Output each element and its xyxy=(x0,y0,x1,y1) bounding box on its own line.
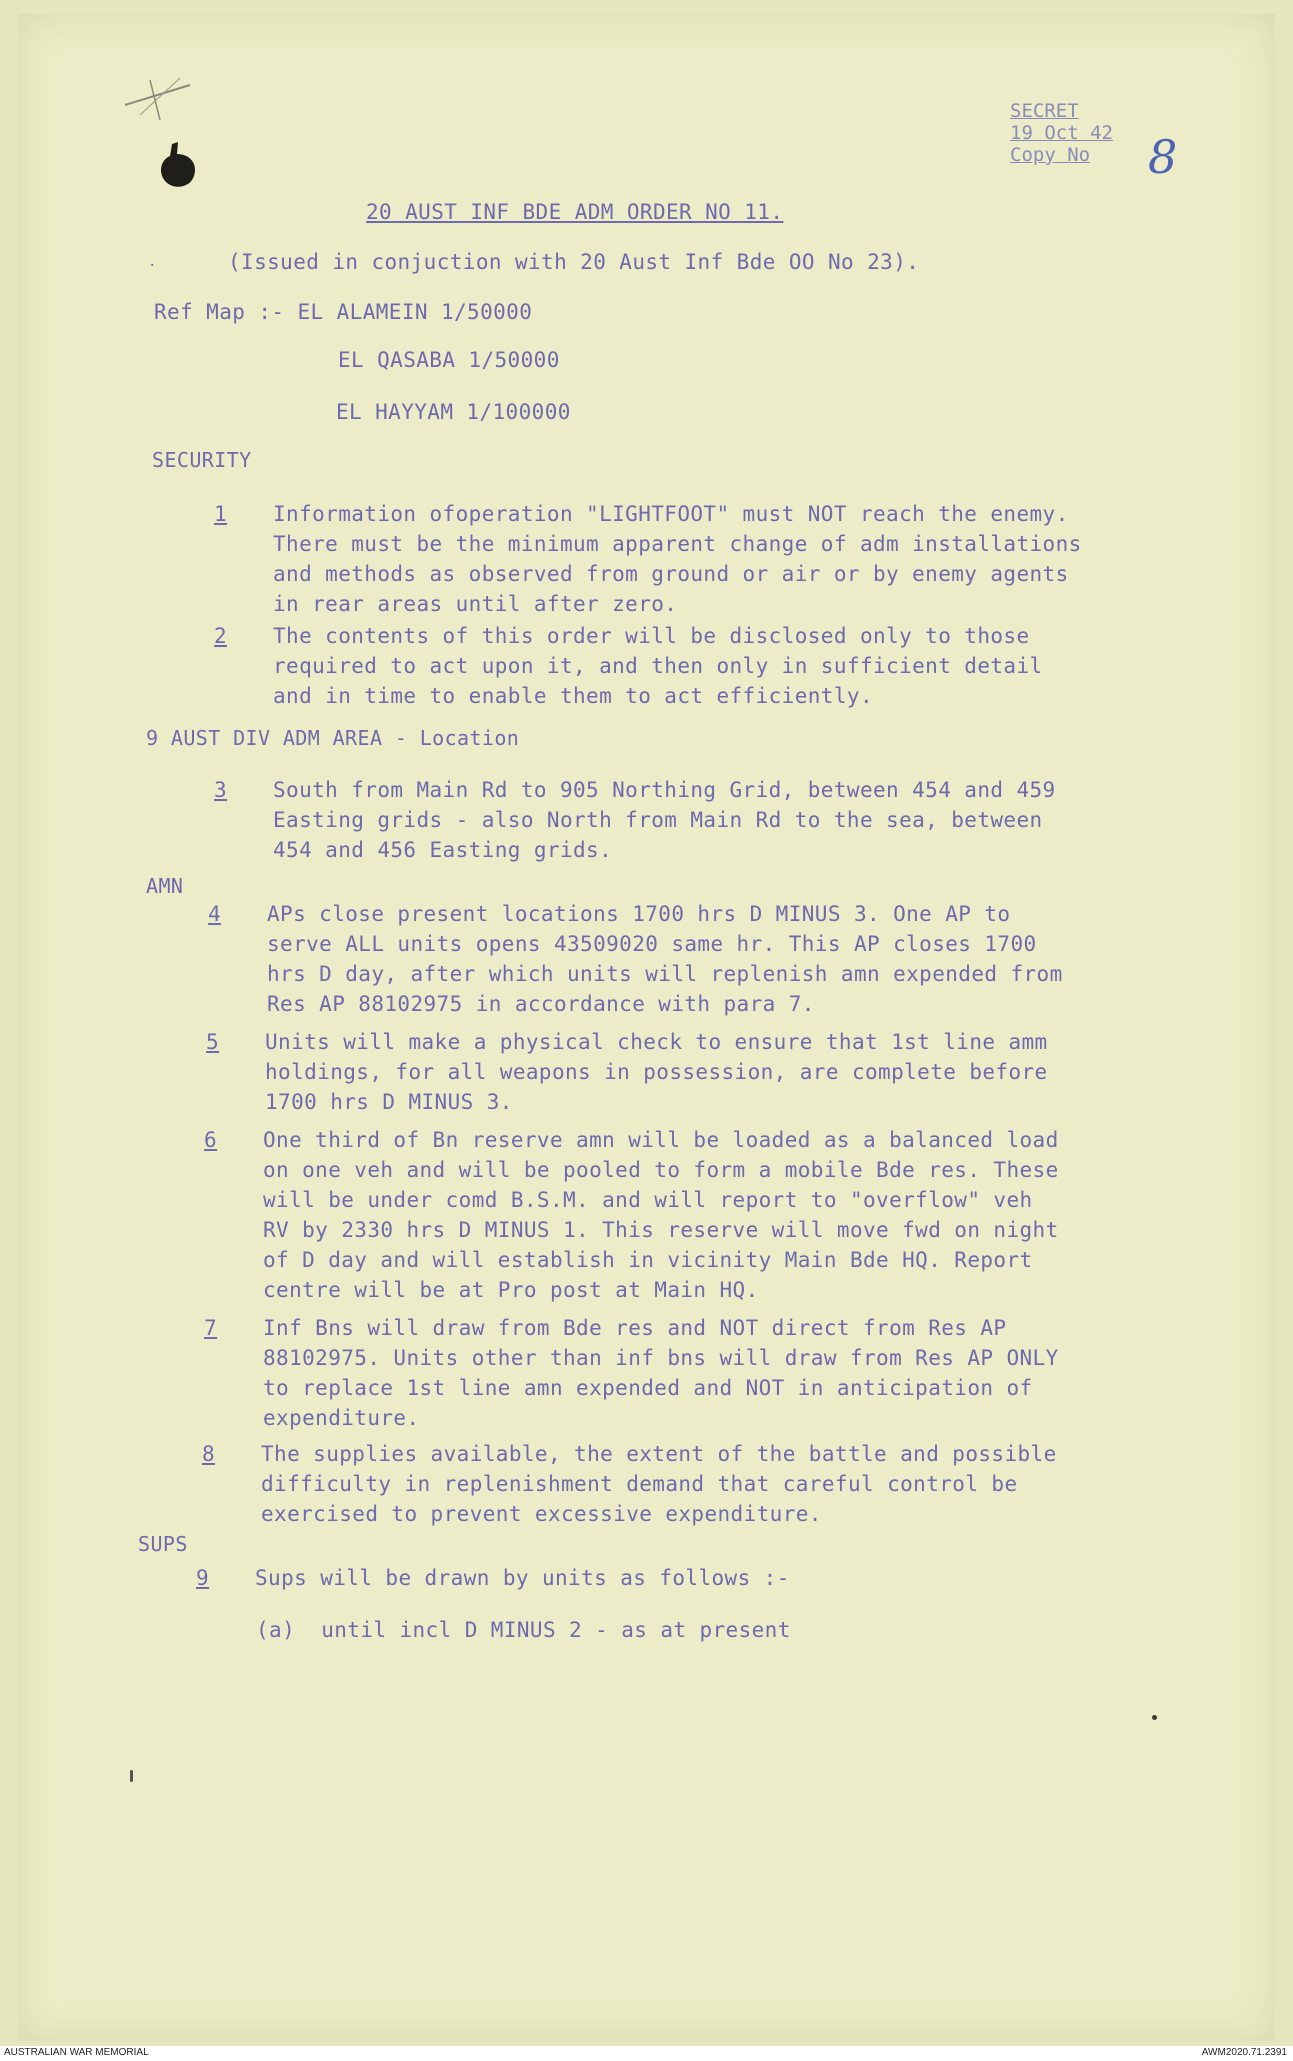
para-line: centre will be at Pro post at Main HQ. xyxy=(263,1278,759,1302)
section-amn: AMN xyxy=(146,874,184,898)
section-security: SECURITY xyxy=(152,448,252,472)
stamp-date: 19 Oct 42 xyxy=(1010,122,1113,144)
classification-stamp xyxy=(1010,100,1113,166)
para-number: 5 xyxy=(206,1030,220,1054)
para-line: expenditure. xyxy=(263,1406,420,1430)
para-line: of D day and will establish in vicinity Main Bde HQ. Report xyxy=(263,1248,1033,1272)
para-line: APs close present locations 1700 hrs D MINUS 3. One AP to xyxy=(267,902,1011,926)
ref-map-line-3: EL HAYYAM 1/100000 xyxy=(336,400,571,424)
para-line: Inf Bns will draw from Bde res and NOT direct from Res AP xyxy=(263,1316,1007,1340)
para-line: 454 and 456 Easting grids. xyxy=(273,838,613,862)
para-line: exercised to prevent excessive expenditure. xyxy=(261,1502,822,1526)
para-line: hrs D day, after which units will replenish amn expended from xyxy=(267,962,1063,986)
para-line: Sups will be drawn by units as follows :- xyxy=(255,1566,790,1590)
issued-note: . (Issued in conjuction with 20 Aust Inf Bde OO No 23). xyxy=(148,246,174,342)
para-line: and methods as observed from ground or air or by enemy agents xyxy=(273,562,1069,586)
issued-text: (Issued in conjuction with 20 Aust Inf Bde OO No 23). xyxy=(228,250,920,274)
para-number: 8 xyxy=(202,1442,216,1466)
para-number: 9 xyxy=(196,1566,210,1590)
para-line: Units will make a physical check to ensure that 1st line amm xyxy=(265,1030,1048,1054)
para-line: required to act upon it, and then only in sufficient detail xyxy=(273,654,1043,678)
para-line: There must be the minimum apparent change of adm installations xyxy=(273,532,1082,556)
footer-institution: AUSTRALIAN WAR MEMORIAL xyxy=(4,2047,149,2058)
para-line: on one veh and will be pooled to form a mobile Bde res. These xyxy=(263,1158,1059,1182)
section-div-adm-area: 9 AUST DIV ADM AREA - Location xyxy=(146,726,520,750)
archive-footer xyxy=(0,2046,1293,2061)
para-line: 88102975. Units other than inf bns will draw from Res AP ONLY xyxy=(263,1346,1059,1370)
para-line: and in time to enable them to act efficiently. xyxy=(273,684,873,708)
para-line: will be under comd B.S.M. and will report to "overflow" veh xyxy=(263,1188,1033,1212)
ink-blot-icon xyxy=(150,140,210,200)
ink-speck xyxy=(130,1770,133,1782)
footer-accession-number: AWM2020.71.2391 xyxy=(1201,2047,1287,2058)
para-line: The contents of this order will be disclosed only to those xyxy=(273,624,1030,648)
para-number: 4 xyxy=(208,902,222,926)
para-line: to replace 1st line amn expended and NOT in anticipation of xyxy=(263,1376,1033,1400)
para-line: RV by 2330 hrs D MINUS 1. This reserve will move fwd on night xyxy=(263,1218,1059,1242)
para-line: in rear areas until after zero. xyxy=(273,592,678,616)
pin-mark-icon xyxy=(120,70,200,130)
para-line: One third of Bn reserve amn will be loaded as a balanced load xyxy=(263,1128,1059,1152)
ink-speck xyxy=(1152,1715,1157,1720)
para-number: 1 xyxy=(214,502,228,526)
para-number: 7 xyxy=(204,1316,218,1340)
classification-text: SECRET xyxy=(1010,100,1079,122)
paragraph-9a: (a) until incl D MINUS 2 - as at present xyxy=(256,1618,791,1642)
para-line: 1700 hrs D MINUS 3. xyxy=(265,1090,513,1114)
para-line: Res AP 88102975 in accordance with para 7. xyxy=(267,992,815,1016)
section-sups: SUPS xyxy=(138,1532,188,1556)
para-line: South from Main Rd to 905 Northing Grid, between 454 and 459 xyxy=(273,778,1056,802)
copy-number-handwritten: 8 xyxy=(1148,130,1178,184)
para-number: 2 xyxy=(214,624,228,648)
para-line: difficulty in replenishment demand that careful control be xyxy=(261,1472,1018,1496)
para-line: holdings, for all weapons in possession, are complete before xyxy=(265,1060,1048,1084)
para-line: serve ALL units opens 43509020 same hr. This AP closes 1700 xyxy=(267,932,1037,956)
para-number: 3 xyxy=(214,778,228,802)
order-title: 20 AUST INF BDE ADM ORDER NO 11. xyxy=(366,200,784,224)
copy-label: Copy No xyxy=(1010,144,1091,166)
para-number: 6 xyxy=(204,1128,218,1152)
para-line: Information ofoperation "LIGHTFOOT" must NOT reach the enemy. xyxy=(273,502,1069,526)
ref-map-line-2: EL QASABA 1/50000 xyxy=(338,348,560,372)
para-line: The supplies available, the extent of the battle and possible xyxy=(261,1442,1057,1466)
para-line: Easting grids - also North from Main Rd to the sea, between xyxy=(273,808,1043,832)
ref-map-line-1: Ref Map :- EL ALAMEIN 1/50000 xyxy=(154,300,533,324)
